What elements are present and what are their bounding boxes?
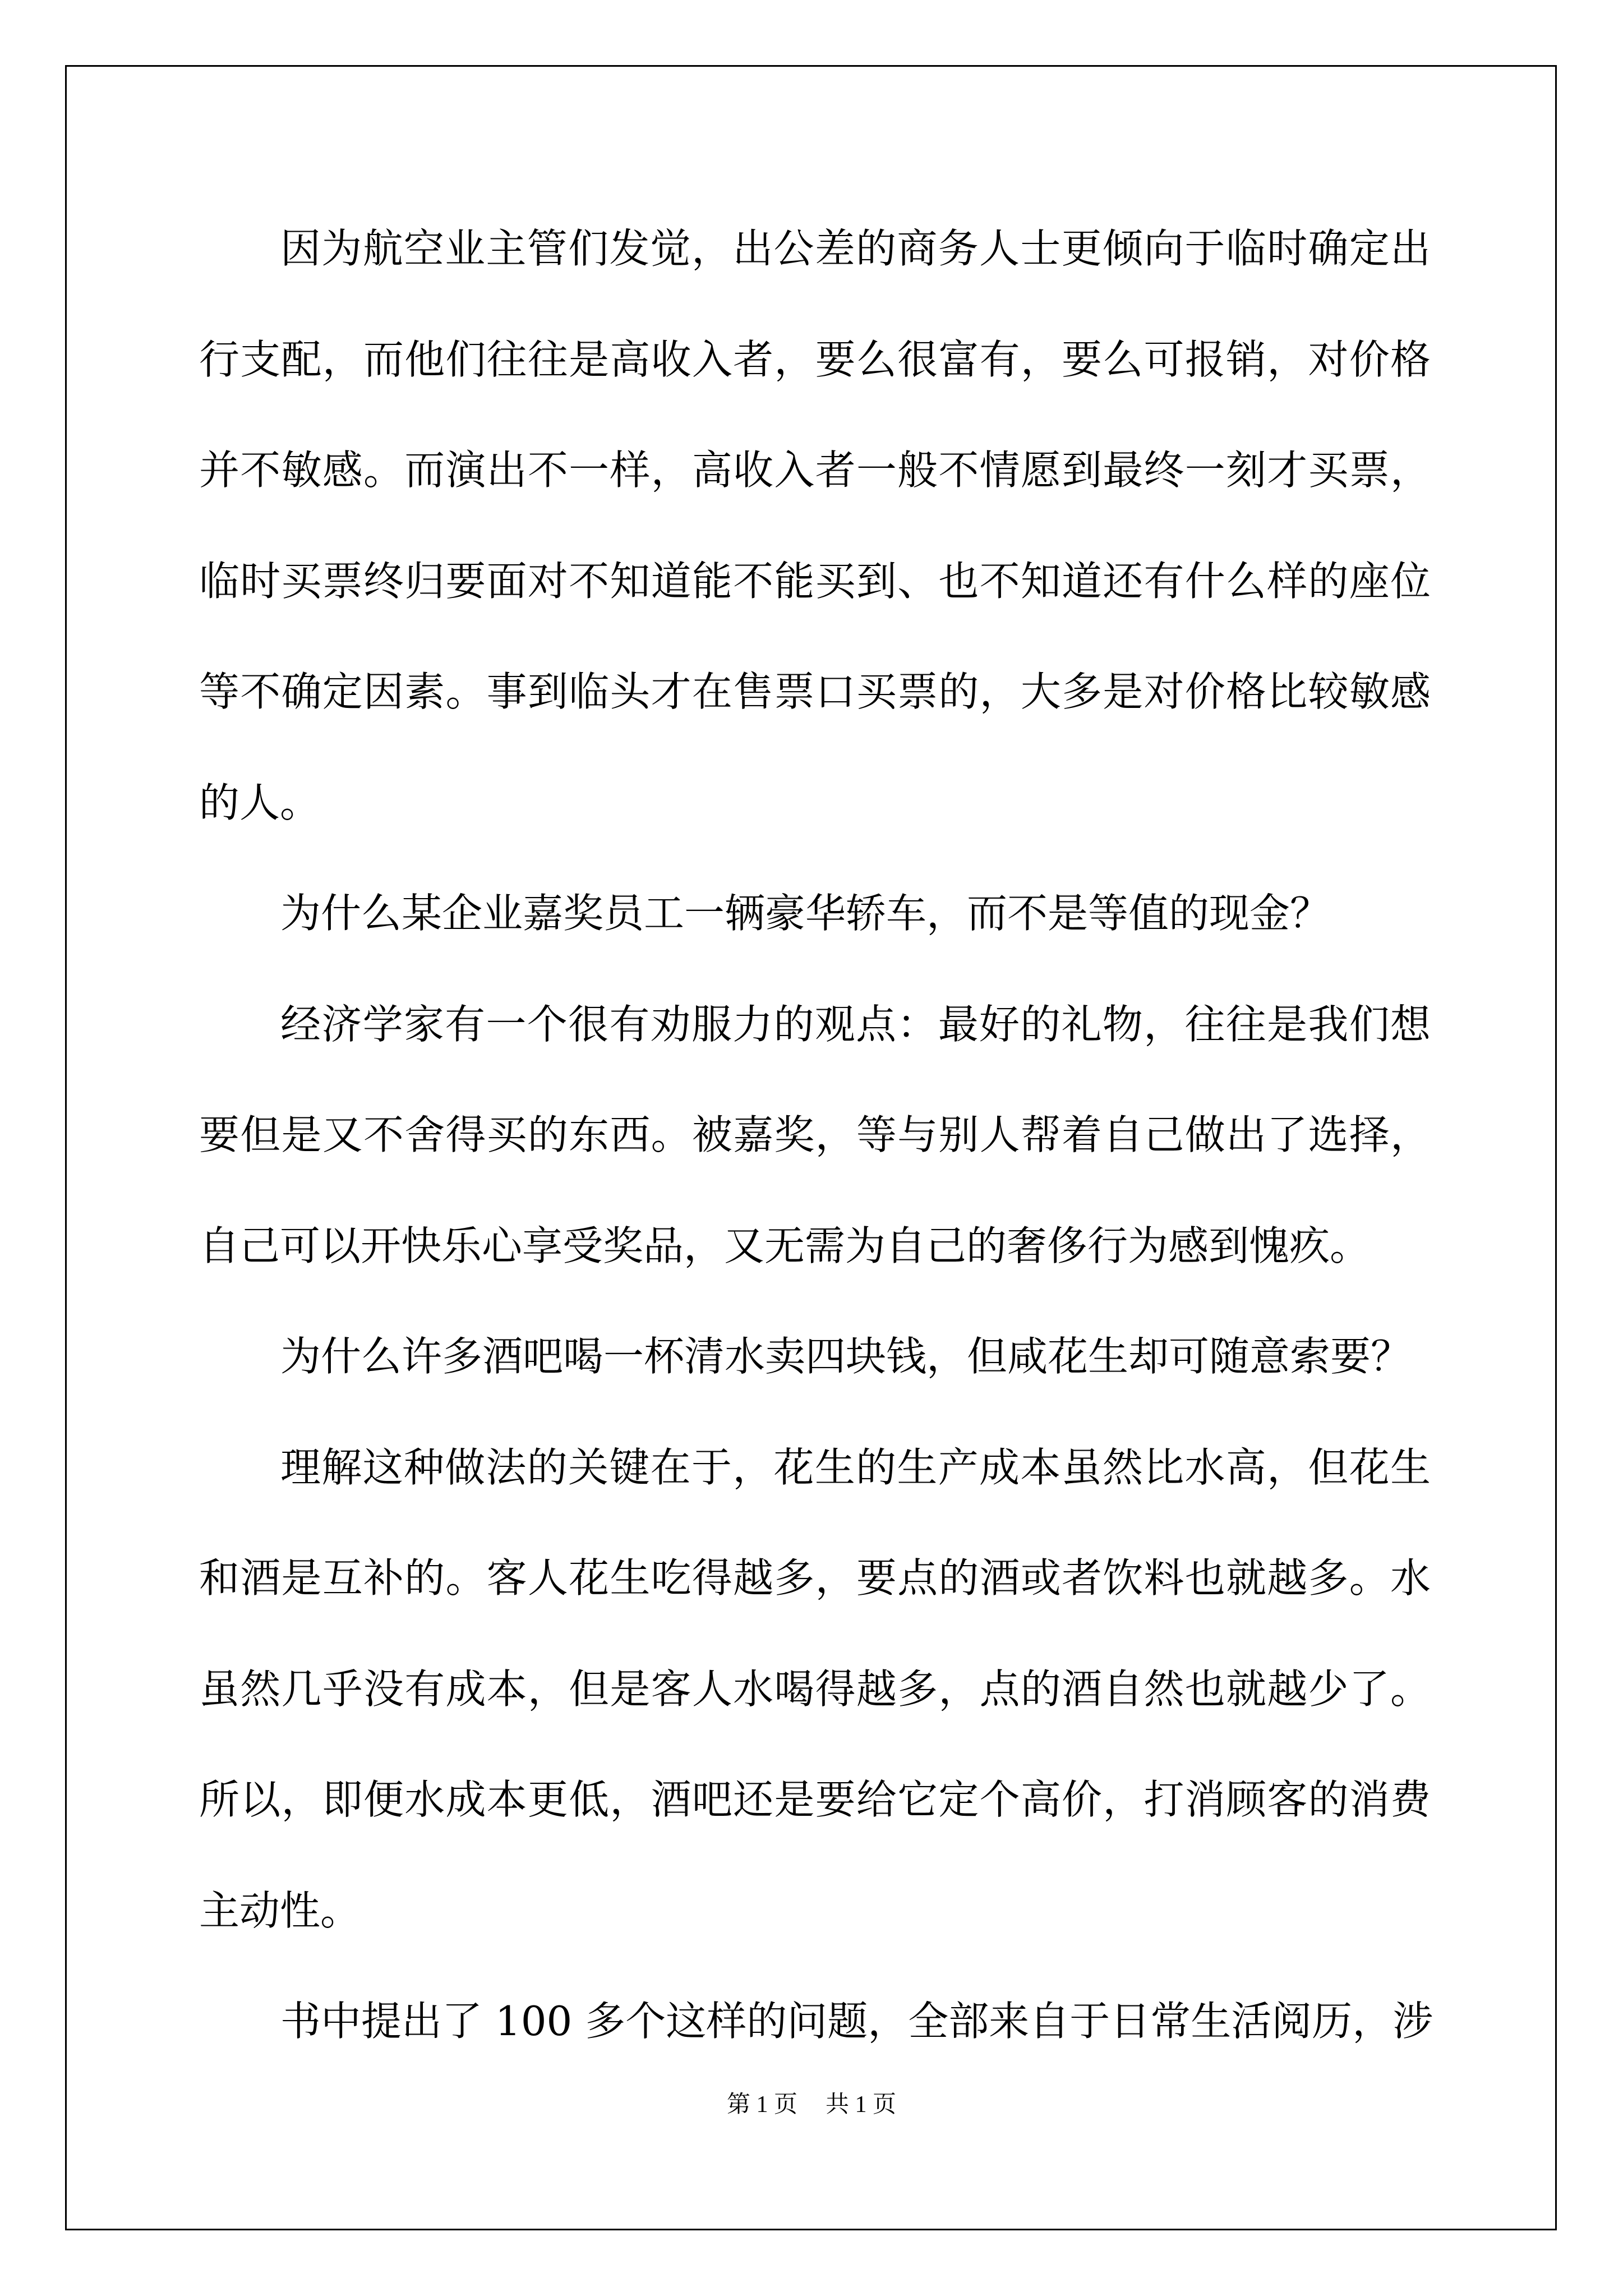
paragraph-line: 要但是又不舍得买的东西。被嘉奖，等与别人帮着自己做出了选择， [199, 1111, 1431, 1158]
page-footer [0, 2088, 1623, 2122]
paragraph-line: 行支配，而他们往往是高收入者，要么很富有，要么可报销，对价格 [199, 336, 1431, 383]
paragraph-line: 所以，即便水成本更低，酒吧还是要给它定个高价，打消顾客的消费 [199, 1776, 1431, 1823]
paragraph-line: 经济学家有一个很有劝服力的观点：最好的礼物，往往是我们想 [280, 1001, 1431, 1048]
paragraph-line: 主动性。 [199, 1887, 361, 1934]
paragraph-line: 理解这种做法的关键在于，花生的生产成本虽然比水高，但花生 [280, 1444, 1431, 1491]
paragraph-line: 并不敏感。而演出不一样，高收入者一般不情愿到最终一刻才买票， [199, 447, 1431, 494]
paragraph-line: 等不确定因素。事到临头才在售票口买票的，大多是对价格比较敏感 [199, 668, 1431, 715]
paragraph-line: 临时买票终归要面对不知道能不能买到、也不知道还有什么样的座位 [199, 558, 1431, 605]
paragraph-line: 自己可以开快乐心享受奖品，又无需为自己的奢侈行为感到愧疚。 [199, 1222, 1371, 1269]
paragraph-line: 的人。 [199, 779, 321, 826]
paragraph-line: 和酒是互补的。客人花生吃得越多，要点的酒或者饮料也就越多。水 [199, 1554, 1431, 1602]
paragraph-line: 为什么某企业嘉奖员工一辆豪华轿车，而不是等值的现金？ [280, 890, 1331, 937]
page-number-current: 第 1 页 [726, 2092, 797, 2118]
paragraph-line: 为什么许多酒吧喝一杯清水卖四块钱，但咸花生却可随意索要？ [280, 1333, 1412, 1380]
paragraph-line: 书中提出了 100 多个这样的问题，全部来自于日常生活阅历，涉 [280, 1998, 1433, 2045]
paragraph-line: 因为航空业主管们发觉，出公差的商务人士更倾向于临时确定出 [280, 225, 1431, 272]
paragraph-line: 虽然几乎没有成本，但是客人水喝得越多，点的酒自然也就越少了。 [199, 1665, 1431, 1713]
page-number-total: 共 1 页 [826, 2092, 897, 2118]
